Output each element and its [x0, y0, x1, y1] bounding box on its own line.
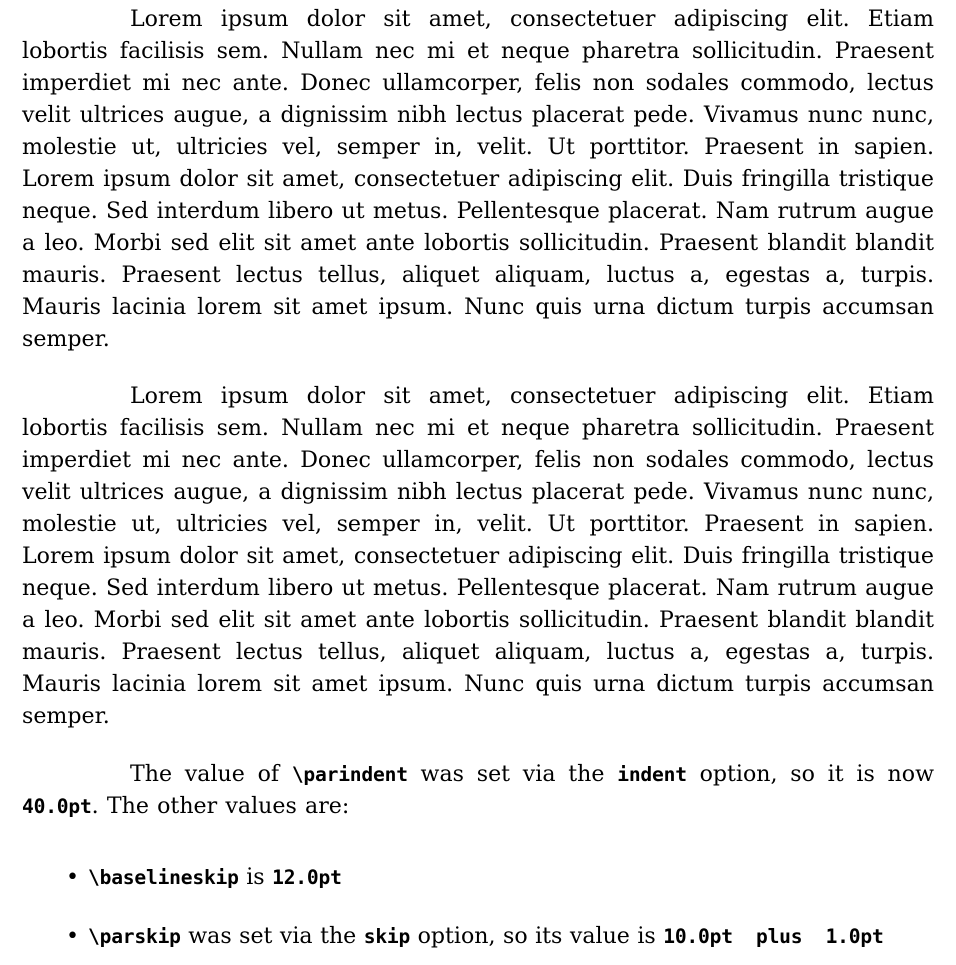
- parskip-command: \parskip: [88, 924, 181, 948]
- baselineskip-mid-text: is: [238, 864, 273, 890]
- baselineskip-command: \baselineskip: [88, 866, 239, 889]
- parindent-closing-text: . The other values are:: [91, 792, 350, 819]
- document-body: [22, 4, 934, 823]
- bullet-icon: •: [66, 922, 80, 949]
- parindent-lead-text: The value of: [130, 760, 292, 787]
- parindent-explanation-paragraph: [22, 759, 934, 823]
- values-list: [22, 862, 934, 953]
- parindent-value: 40.0pt: [22, 794, 92, 818]
- parindent-mid-text: was set via the: [407, 760, 618, 787]
- baselineskip-value: 12.0pt: [272, 866, 342, 889]
- parskip-value: 10.0pt plus 1.0pt: [663, 924, 884, 948]
- parskip-tail-text: option, so its value is: [410, 922, 664, 949]
- parindent-command: \parindent: [291, 762, 408, 786]
- lorem-paragraph-1: Lorem ipsum dolor sit amet, consectetuer adipiscing elit. Etiam lobortis facilisis sem. Nullam nec mi et neque pharetra sollicitudin. Praesent imperdiet mi nec ante. Donec ullamcorper, felis non sodales commodo, lectus velit ultrices augue, a dignissim nibh lectus placerat pede. Vivamus nunc nunc, molestie ut, ultricies vel, semper in, velit. Ut porttitor. Praesent in sapien. Lorem ipsum dolor sit amet, consectetuer adipiscing elit. Duis fringilla tristique neque. Sed interdum libero ut metus. Pellentesque placerat. Nam rutrum augue a leo. Morbi sed elit sit amet ante lobortis sollicitudin. Praesent blandit blandit mauris. Praesent lectus tellus, aliquet aliquam, luctus a, egestas a, turpis. Mauris lacinia lorem sit amet ipsum. Nunc quis urna dictum turpis accumsan semper.: [22, 6, 934, 352]
- lorem-paragraph-2: Lorem ipsum dolor sit amet, consectetuer adipiscing elit. Etiam lobortis facilisis sem. Nullam nec mi et neque pharetra sollicitudin. Praesent imperdiet mi nec ante. Donec ullamcorper, felis non sodales commodo, lectus velit ultrices augue, a dignissim nibh lectus placerat pede. Vivamus nunc nunc, molestie ut, ultricies vel, semper in, velit. Ut porttitor. Praesent in sapien. Lorem ipsum dolor sit amet, consectetuer adipiscing elit. Duis fringilla tristique neque. Sed interdum libero ut metus. Pellentesque placerat. Nam rutrum augue a leo. Morbi sed elit sit amet ante lobortis sollicitudin. Praesent blandit blandit mauris. Praesent lectus tellus, aliquet aliquam, luctus a, egestas a, turpis. Mauris lacinia lorem sit amet ipsum. Nunc quis urna dictum turpis accumsan semper.: [22, 383, 934, 730]
- parskip-item: [22, 921, 934, 953]
- bullet-icon: •: [66, 864, 80, 890]
- parindent-tail-text: option, so it is now: [686, 760, 934, 787]
- baselineskip-item: [22, 862, 934, 894]
- parskip-mid-text: was set via the: [180, 922, 364, 949]
- indent-option-name: indent: [617, 762, 687, 786]
- skip-option-name: skip: [363, 924, 411, 948]
